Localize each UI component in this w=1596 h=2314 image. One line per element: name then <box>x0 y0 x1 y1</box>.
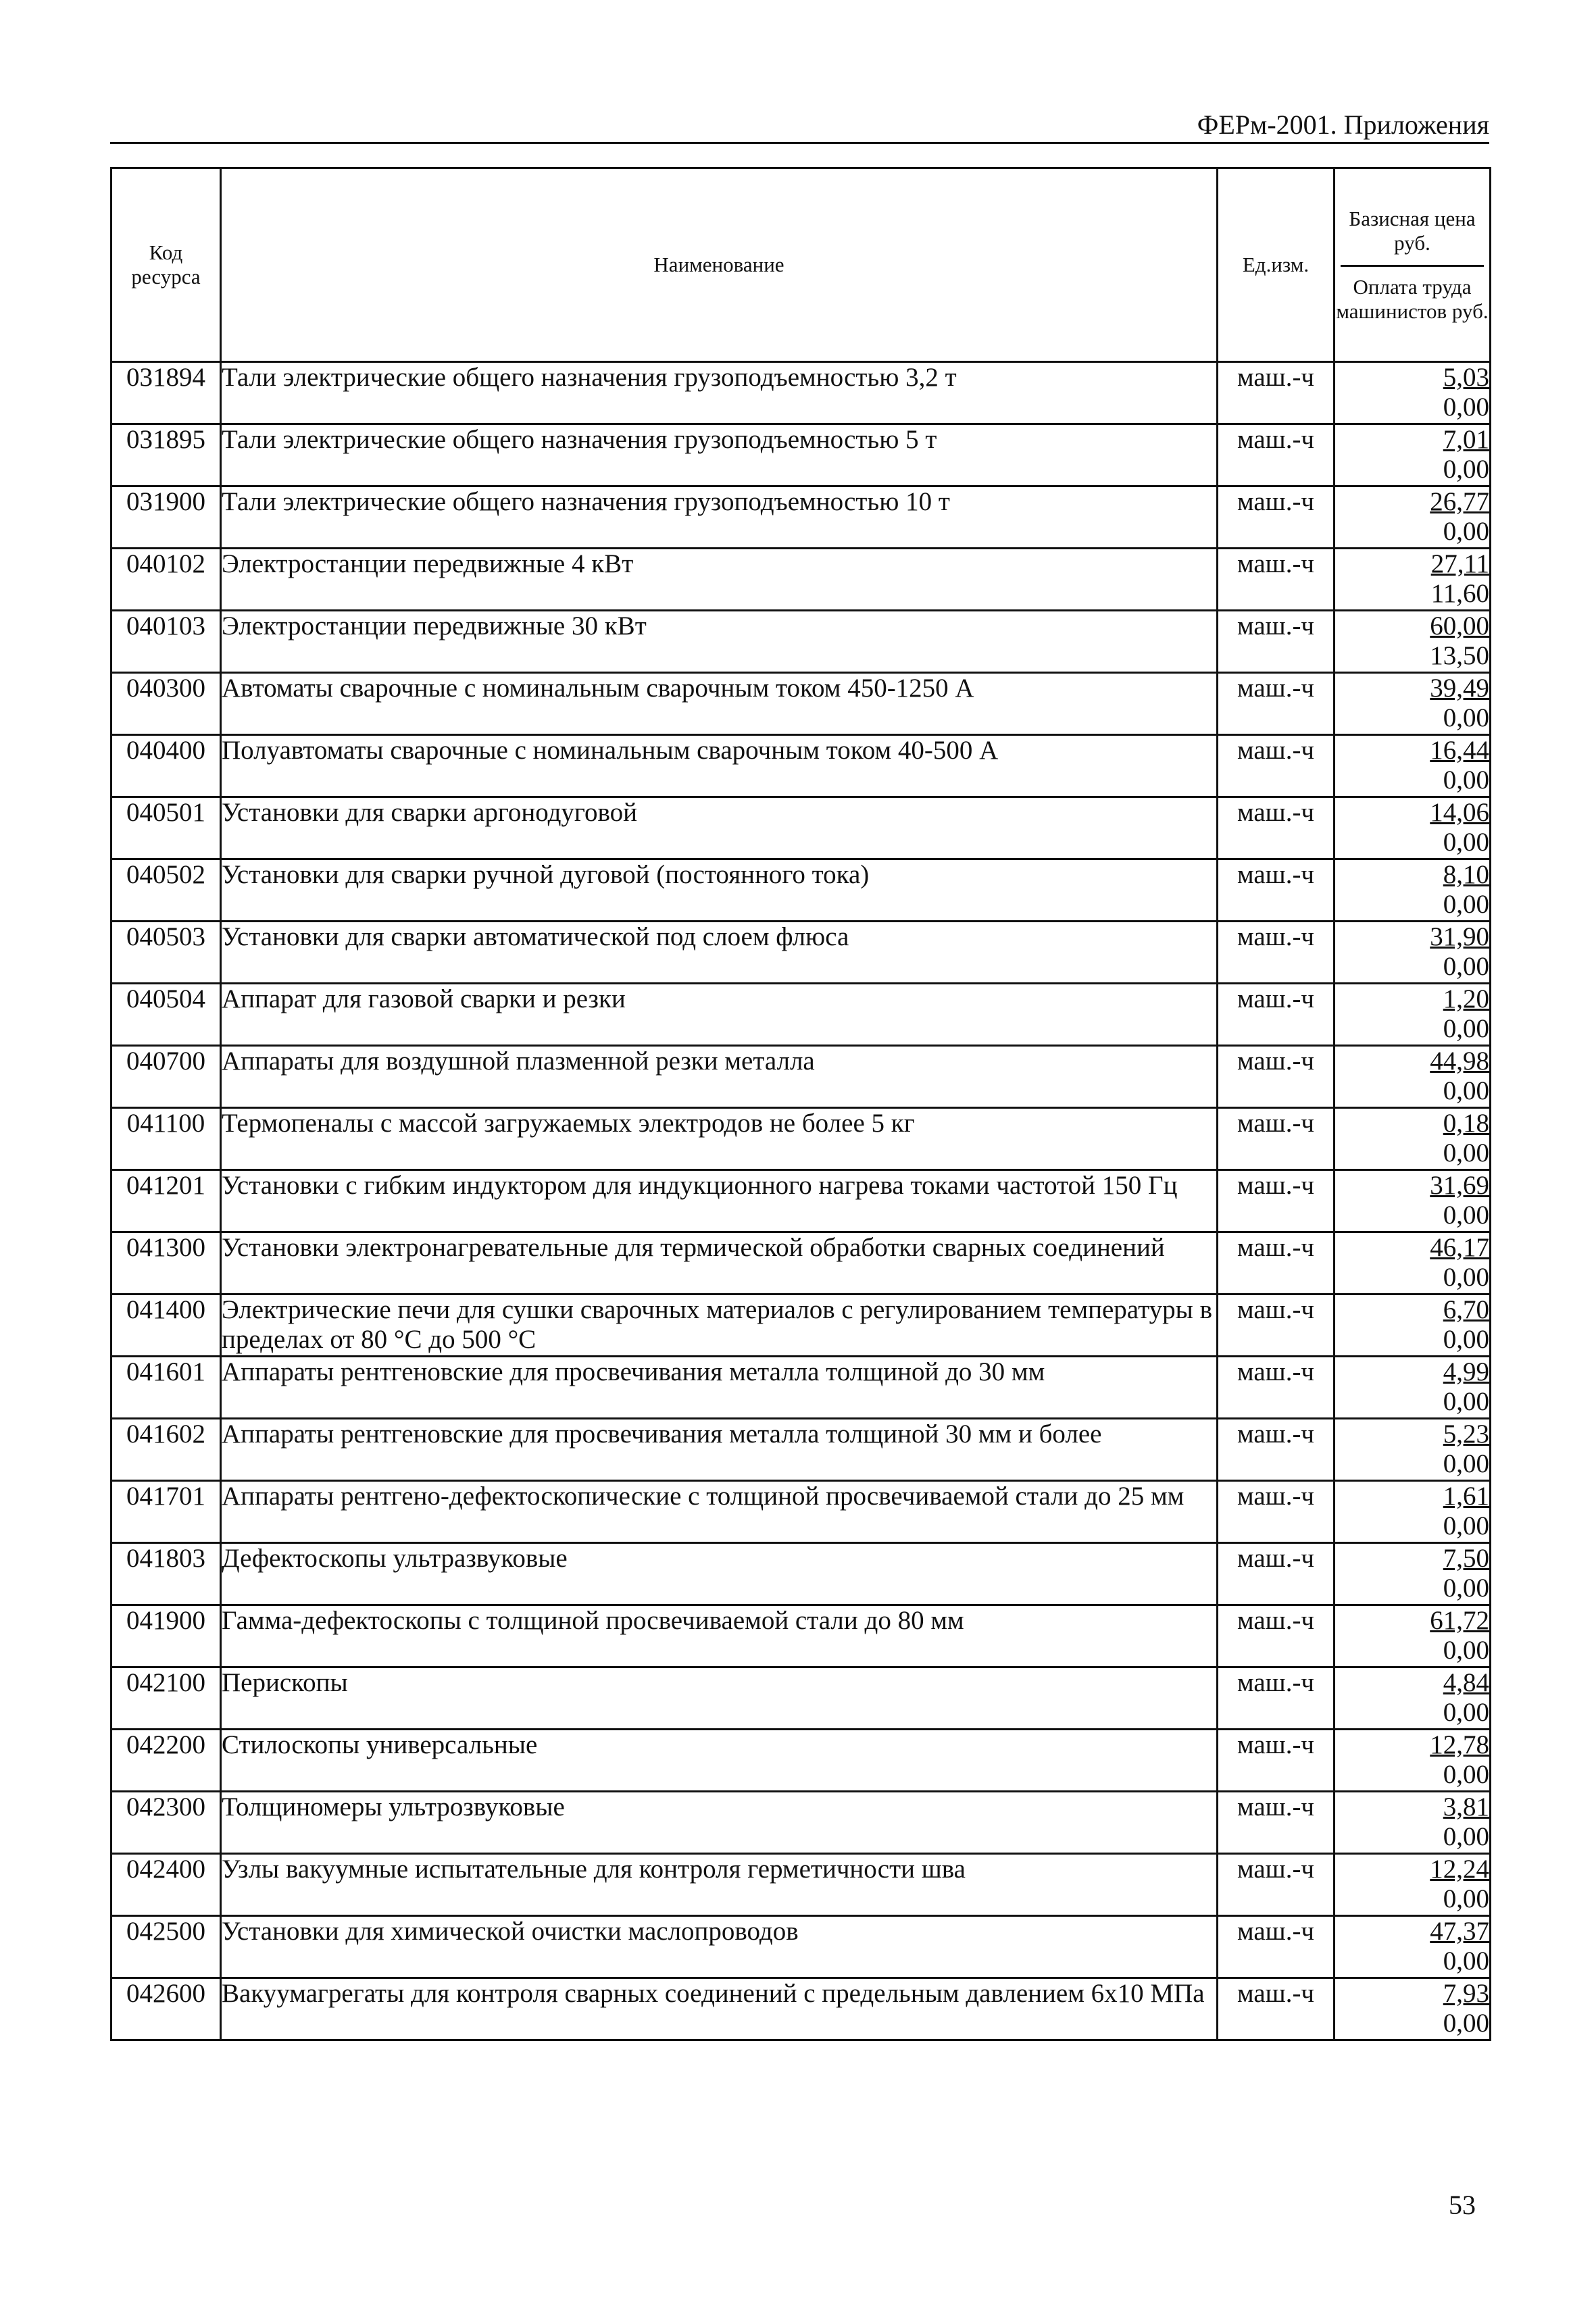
resource-code: 040501 <box>111 797 221 859</box>
table-row <box>111 1792 1491 1854</box>
operator-wage: 0,00 <box>1443 1325 1489 1354</box>
resource-unit: маш.-ч <box>1218 797 1335 859</box>
resource-price-cell <box>1335 984 1491 1046</box>
resource-code: 040400 <box>111 735 221 797</box>
table-row <box>111 1916 1491 1978</box>
resource-unit: маш.-ч <box>1218 1170 1335 1232</box>
table-row <box>111 1170 1491 1232</box>
resource-code: 042400 <box>111 1854 221 1916</box>
resource-unit: маш.-ч <box>1218 1419 1335 1481</box>
operator-wage: 0,00 <box>1443 765 1489 795</box>
operator-wage: 0,00 <box>1443 393 1489 422</box>
resource-code: 042200 <box>111 1730 221 1792</box>
base-price: 27,11 <box>1430 549 1489 578</box>
resource-name: Установки электронагревательные для термической обработки сварных соединений <box>221 1232 1218 1294</box>
resource-unit: маш.-ч <box>1218 549 1335 611</box>
table-row <box>111 1481 1491 1543</box>
operator-wage: 0,00 <box>1443 1511 1489 1540</box>
resource-name: Тали электрические общего назначения грузоподъемностью 3,2 т <box>221 362 1218 424</box>
resource-unit: маш.-ч <box>1218 673 1335 735</box>
column-header-name: Наименование <box>221 168 1218 362</box>
resource-name: Узлы вакуумные испытательные для контроля герметичности шва <box>221 1854 1218 1916</box>
resource-unit: маш.-ч <box>1218 1046 1335 1108</box>
resource-name: Электростанции передвижные 4 кВт <box>221 549 1218 611</box>
table-body <box>111 362 1491 2040</box>
table-row <box>111 1667 1491 1730</box>
page-number: 53 <box>1449 2190 1476 2220</box>
base-price: 7,93 <box>1443 1979 1489 2008</box>
resource-code: 041602 <box>111 1419 221 1481</box>
operator-wage: 0,00 <box>1443 1014 1489 1043</box>
operator-wage: 11,60 <box>1430 579 1489 608</box>
operator-wage: 0,00 <box>1443 1884 1489 1913</box>
resource-name: Установки с гибким индуктором для индукционного нагрева токами частотой 150 Гц <box>221 1170 1218 1232</box>
table-row <box>111 424 1491 486</box>
resource-price-cell <box>1335 424 1491 486</box>
column-header-price <box>1335 168 1491 362</box>
base-price: 47,37 <box>1430 1917 1489 1946</box>
resource-price-cell <box>1335 611 1491 673</box>
resource-code: 041900 <box>111 1605 221 1667</box>
base-price: 7,01 <box>1443 425 1489 454</box>
resource-name: Тали электрические общего назначения грузоподъемностью 10 т <box>221 486 1218 549</box>
table-row <box>111 1294 1491 1357</box>
resource-price-cell <box>1335 1232 1491 1294</box>
resource-price-cell <box>1335 1170 1491 1232</box>
table-row <box>111 922 1491 984</box>
resource-unit: маш.-ч <box>1218 1854 1335 1916</box>
resource-price-cell <box>1335 1605 1491 1667</box>
resource-unit: маш.-ч <box>1218 1481 1335 1543</box>
resource-name: Стилоскопы универсальные <box>221 1730 1218 1792</box>
operator-wage: 0,00 <box>1443 455 1489 484</box>
base-price: 3,81 <box>1443 1792 1489 1821</box>
base-price: 31,69 <box>1430 1171 1489 1200</box>
table-row <box>111 859 1491 922</box>
operator-wage: 0,00 <box>1443 1946 1489 1976</box>
resource-price-cell <box>1335 1730 1491 1792</box>
base-price: 44,98 <box>1430 1047 1489 1076</box>
table-row <box>111 1357 1491 1419</box>
resource-name: Гамма-дефектоскопы с толщиной просвечиваемой стали до 80 мм <box>221 1605 1218 1667</box>
resource-code: 041100 <box>111 1108 221 1170</box>
resource-unit: маш.-ч <box>1218 984 1335 1046</box>
base-price: 4,84 <box>1443 1668 1489 1697</box>
resource-code: 040503 <box>111 922 221 984</box>
table-header-row <box>111 168 1491 362</box>
resource-name: Электрические печи для сушки сварочных материалов с регулированием температуры в пределах от 80 °С до 500 °С <box>221 1294 1218 1357</box>
table-row <box>111 1978 1491 2040</box>
resource-price-cell <box>1335 797 1491 859</box>
resource-code: 040102 <box>111 549 221 611</box>
resource-unit: маш.-ч <box>1218 486 1335 549</box>
table-row <box>111 1854 1491 1916</box>
resource-unit: маш.-ч <box>1218 1294 1335 1357</box>
resource-code: 041300 <box>111 1232 221 1294</box>
operator-wage: 13,50 <box>1430 641 1489 670</box>
table-row <box>111 984 1491 1046</box>
base-price: 16,44 <box>1430 736 1489 765</box>
operator-wage: 0,00 <box>1443 828 1489 857</box>
resource-code: 031895 <box>111 424 221 486</box>
base-price: 46,17 <box>1430 1233 1489 1262</box>
resource-name: Дефектоскопы ультразвуковые <box>221 1543 1218 1605</box>
operator-wage: 0,00 <box>1443 1822 1489 1851</box>
table-row <box>111 673 1491 735</box>
resource-price-cell <box>1335 859 1491 922</box>
operator-wage: 0,00 <box>1443 1076 1489 1105</box>
operator-wage: 0,00 <box>1443 952 1489 981</box>
table-row <box>111 1108 1491 1170</box>
resource-code: 042600 <box>111 1978 221 2040</box>
operator-wage: 0,00 <box>1443 703 1489 732</box>
resource-name: Аппараты для воздушной плазменной резки металла <box>221 1046 1218 1108</box>
resource-table <box>110 167 1491 2041</box>
resource-code: 040504 <box>111 984 221 1046</box>
resource-code: 042500 <box>111 1916 221 1978</box>
operator-wage: 0,00 <box>1443 1574 1489 1603</box>
base-price: 12,78 <box>1430 1730 1489 1759</box>
resource-unit: маш.-ч <box>1218 1916 1335 1978</box>
resource-price-cell <box>1335 1108 1491 1170</box>
operator-wage: 0,00 <box>1443 890 1489 919</box>
column-header-code: Код ресурса <box>111 168 221 362</box>
resource-unit: маш.-ч <box>1218 1357 1335 1419</box>
resource-unit: маш.-ч <box>1218 424 1335 486</box>
table-row <box>111 362 1491 424</box>
resource-unit: маш.-ч <box>1218 859 1335 922</box>
resource-unit: маш.-ч <box>1218 1232 1335 1294</box>
resource-name: Вакуумагрегаты для контроля сварных соединений с предельным давлением 6x10 МПа <box>221 1978 1218 2040</box>
resource-unit: маш.-ч <box>1218 1543 1335 1605</box>
operator-wage: 0,00 <box>1443 1387 1489 1416</box>
operator-wage: 0,00 <box>1443 1636 1489 1665</box>
resource-price-cell <box>1335 735 1491 797</box>
resource-price-cell <box>1335 1854 1491 1916</box>
resource-name: Аппарат для газовой сварки и резки <box>221 984 1218 1046</box>
table-row <box>111 486 1491 549</box>
resource-name: Аппараты рентгеновские для просвечивания металла толщиной до 30 мм <box>221 1357 1218 1419</box>
resource-name: Электростанции передвижные 30 кВт <box>221 611 1218 673</box>
resource-unit: маш.-ч <box>1218 1605 1335 1667</box>
table-row <box>111 1730 1491 1792</box>
base-price: 39,49 <box>1430 674 1489 703</box>
resource-unit: маш.-ч <box>1218 1730 1335 1792</box>
resource-name: Установки для химической очистки маслопроводов <box>221 1916 1218 1978</box>
resource-price-cell <box>1335 1357 1491 1419</box>
base-price: 14,06 <box>1430 798 1489 827</box>
resource-unit: маш.-ч <box>1218 1792 1335 1854</box>
base-price: 5,03 <box>1443 363 1489 392</box>
base-price: 12,24 <box>1430 1855 1489 1884</box>
resource-price-cell <box>1335 673 1491 735</box>
base-price: 7,50 <box>1443 1544 1489 1573</box>
resource-code: 031894 <box>111 362 221 424</box>
resource-price-cell <box>1335 1046 1491 1108</box>
operator-wage: 0,00 <box>1443 1760 1489 1789</box>
resource-name: Термопеналы с массой загружаемых электродов не более 5 кг <box>221 1108 1218 1170</box>
base-price: 0,18 <box>1443 1109 1489 1138</box>
base-price: 61,72 <box>1430 1606 1489 1635</box>
table-row <box>111 797 1491 859</box>
resource-price-cell <box>1335 1978 1491 2040</box>
column-header-base-price: Базисная цена руб. <box>1341 207 1484 267</box>
resource-price-cell <box>1335 1792 1491 1854</box>
column-header-operator-wage: Оплата труда машинистов руб. <box>1336 274 1489 323</box>
resource-price-cell <box>1335 486 1491 549</box>
resource-unit: маш.-ч <box>1218 735 1335 797</box>
resource-name: Тали электрические общего назначения грузоподъемностью 5 т <box>221 424 1218 486</box>
resource-name: Аппараты рентгено-дефектоскопические с толщиной просвечиваемой стали до 25 мм <box>221 1481 1218 1543</box>
resource-price-cell <box>1335 1481 1491 1543</box>
resource-name: Установки для сварки автоматической под слоем флюса <box>221 922 1218 984</box>
column-header-unit: Ед.изм. <box>1218 168 1335 362</box>
table-row <box>111 1046 1491 1108</box>
resource-price-cell <box>1335 362 1491 424</box>
table-row <box>111 1419 1491 1481</box>
resource-code: 041201 <box>111 1170 221 1232</box>
resource-name: Установки для сварки аргонодуговой <box>221 797 1218 859</box>
operator-wage: 0,00 <box>1443 517 1489 546</box>
resource-name: Автоматы сварочные с номинальным сварочным током 450-1250 А <box>221 673 1218 735</box>
resource-unit: маш.-ч <box>1218 1978 1335 2040</box>
base-price: 26,77 <box>1430 487 1489 516</box>
operator-wage: 0,00 <box>1443 1449 1489 1478</box>
document-title: ФЕРм-2001. Приложения <box>1197 109 1489 140</box>
resource-price-cell <box>1335 1419 1491 1481</box>
operator-wage: 0,00 <box>1443 1138 1489 1167</box>
resource-code: 042100 <box>111 1667 221 1730</box>
resource-unit: маш.-ч <box>1218 611 1335 673</box>
resource-code: 042300 <box>111 1792 221 1854</box>
table-row <box>111 1543 1491 1605</box>
base-price: 1,20 <box>1443 984 1489 1013</box>
resource-unit: маш.-ч <box>1218 1108 1335 1170</box>
base-price: 4,99 <box>1443 1357 1489 1386</box>
resource-code: 031900 <box>111 486 221 549</box>
resource-price-cell <box>1335 1294 1491 1357</box>
operator-wage: 0,00 <box>1443 1263 1489 1292</box>
resource-name: Перископы <box>221 1667 1218 1730</box>
resource-code: 040700 <box>111 1046 221 1108</box>
resource-unit: маш.-ч <box>1218 922 1335 984</box>
resource-name: Установки для сварки ручной дуговой (постоянного тока) <box>221 859 1218 922</box>
page-header <box>110 108 1489 144</box>
resource-price-cell <box>1335 1667 1491 1730</box>
resource-code: 040502 <box>111 859 221 922</box>
base-price: 8,10 <box>1443 860 1489 889</box>
table-row <box>111 1605 1491 1667</box>
table-row <box>111 611 1491 673</box>
table-row <box>111 1232 1491 1294</box>
resource-price-cell <box>1335 549 1491 611</box>
resource-unit: маш.-ч <box>1218 1667 1335 1730</box>
base-price: 60,00 <box>1430 611 1489 640</box>
base-price: 6,70 <box>1443 1295 1489 1324</box>
resource-name: Полуавтоматы сварочные с номинальным сварочным током 40-500 А <box>221 735 1218 797</box>
table-row <box>111 549 1491 611</box>
base-price: 5,23 <box>1443 1419 1489 1449</box>
resource-name: Толщиномеры ультрозвуковые <box>221 1792 1218 1854</box>
resource-code: 041400 <box>111 1294 221 1357</box>
resource-price-cell <box>1335 1916 1491 1978</box>
resource-name: Аппараты рентгеновские для просвечивания металла толщиной 30 мм и более <box>221 1419 1218 1481</box>
resource-price-cell <box>1335 922 1491 984</box>
resource-price-cell <box>1335 1543 1491 1605</box>
resource-unit: маш.-ч <box>1218 362 1335 424</box>
resource-code: 040300 <box>111 673 221 735</box>
operator-wage: 0,00 <box>1443 1698 1489 1727</box>
base-price: 1,61 <box>1443 1482 1489 1511</box>
resource-code: 040103 <box>111 611 221 673</box>
table-row <box>111 735 1491 797</box>
operator-wage: 0,00 <box>1443 1201 1489 1230</box>
resource-code: 041601 <box>111 1357 221 1419</box>
resource-code: 041701 <box>111 1481 221 1543</box>
operator-wage: 0,00 <box>1443 2009 1489 2038</box>
resource-code: 041803 <box>111 1543 221 1605</box>
base-price: 31,90 <box>1430 922 1489 951</box>
